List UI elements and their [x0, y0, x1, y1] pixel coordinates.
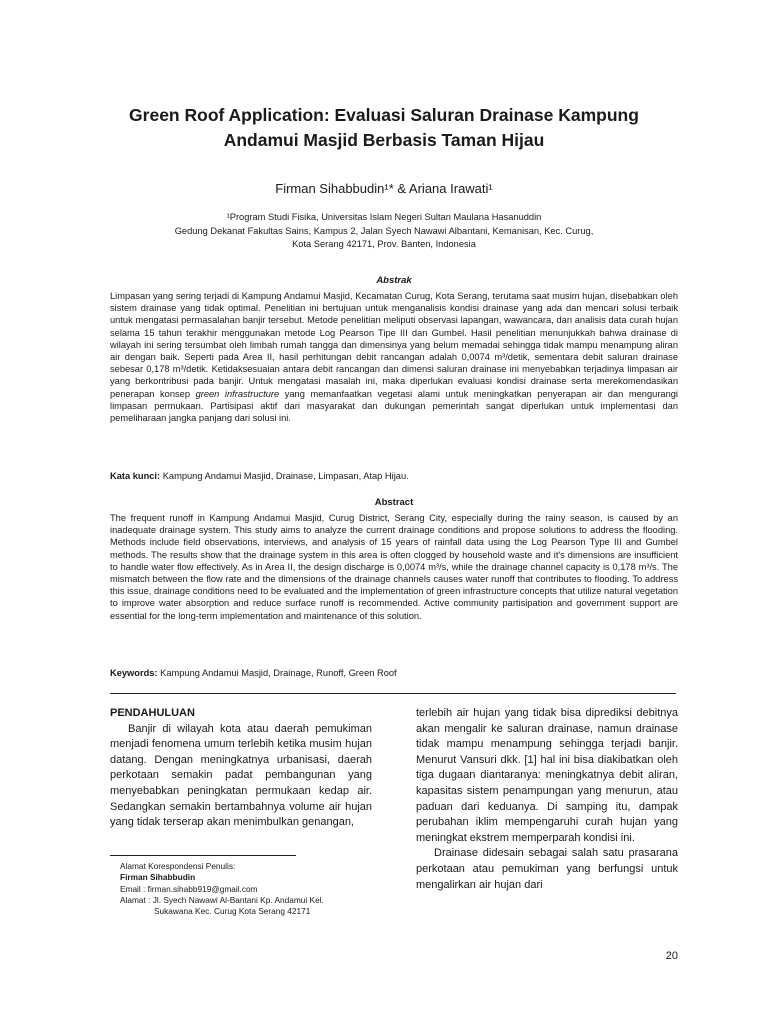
footnote-address-cont: Sukawana Kec. Curug Kota Serang 42171 [154, 906, 311, 917]
footnote-email: Email : firman.sihabb919@gmail.com [120, 883, 258, 894]
title-line-1: Green Roof Application: Evaluasi Saluran Drainase Kampung [129, 105, 639, 125]
abstrak-italic-term: green infrastructure [195, 388, 280, 399]
abstrak-text-part1: Limpasan yang sering terjadi di Kampung Andamui Masjid, Kecamatan Curug, Kota Serang, terutama saat musim hujan, disebabkan oleh sistem drainase yang tidak optimal. Penelitian ini bertujuan untuk menganalisis kondisi drainase yang ada dan mencari solusi terbaik untuk mengatasi permasalahan banjir tersebut. Metode penelitian meliputi observasi lapangan, wawancara, dan analisis data curah hujan selama 15 tahun terakhir menggunakan metode Log Pearson Tipe III dan Gumbel. Hasil penelitian menunjukkah bahwa drainase di wilayah ini sering tersumbat oleh limbah rumah tangga dan dimensinya yang belum memadai sehingga tidak mampu menampung aliran air dengan baik. Seperti pada Area II, hasil perhitungan debit rancangan adalah 0,0074 m³/detik, sementara debit saluran drainase sebesar 0,178 m³/detik. Ketidaksesuaian antara debit rancangan dan dimensi saluran drainase ini menyebabkan terjadinya limpasan air yang berkontribusi pada banjir. Untuk mengatasi masalah ini, maka diperlukan evaluasi kondisi drainase serta merekomendasikan penerapan konsep [110, 291, 678, 399]
right-paragraph-1: terlebih air hujan yang tidak bisa diprediksi debitnya akan mengalir ke saluran drainase, namun drainase tidak mampu menampung sehingga terjadi banjir. Menurut Vansuri dkk. [1] hal ini bisa diakibatkan oleh tiga dugaan diantaranya: meningkatnya debit aliran, kapasitas sistem penampungan yang menurun, atau paduan dari keduanya. Di samping itu, dampak perubahan iklim mempengaruhi curah hujan yang meningkat ekstrem memperparah kondisi ini. [416, 707, 678, 844]
footnote-line-1: Alamat Korespondensi Penulis: [120, 861, 236, 871]
abstrak-text [110, 290, 678, 424]
title-line-2: Andamui Masjid Berbasis Taman Hijau [223, 130, 545, 150]
abstract-heading: Abstract [374, 497, 414, 508]
keywords-text: Kampung Andamui Masjid, Drainage, Runoff, Green Roof [157, 668, 397, 678]
abstract-text: The frequent runoff in Kampung Andamui Masjid, Curug District, Serang City, especially during the rainy season, is caused by an inadequate drainage system. This study aims to analyze the current drainage conditions and propose solutions to address the flooding. Methods include field observations, interviews, and analysis of 15 years of rainfall data using the Log Pearson Type III and Gumbel methods. The results show that the drainage system in this area is often clogged by household waste and it's dimensions are insufficient to handle water flow effectively. As in Area II, the design discharge is 0,0074 m³/s, while the drainage channel capacity is 0,178 m³/s. The mismatch between the flow rate and the dimensions of the drainage channels causes water runoff that contributes to flooding. To address this issue, drainage conditions need to be evaluated and the implementation of green infrastructure concepts that utilize natural vegetation to improve water absorption and reduce surface runoff is recommended. Active community partisipation and government support are essential for the long-term implementation and maintenance of this solution. [110, 513, 678, 621]
abstrak-text-part2: yang memanfaatkan vegetasi alami untuk meningkatkan penyerapan air dan mengurangi limpasan permukaan. Partisipasi aktif dari masyarakat dan dukungan pemerintah sangat diperlukan untuk implementasi dan pemeliharaan jangka panjang dari solusi ini. [110, 388, 678, 424]
correspondence-footnote [120, 861, 324, 917]
keywords [110, 668, 678, 678]
kata-kunci [110, 471, 678, 481]
section-title: PENDAHULUAN [110, 707, 195, 719]
keywords-label: Keywords: [110, 668, 158, 678]
kata-kunci-label: Kata kunci: [110, 471, 161, 481]
section-divider [110, 693, 676, 694]
footnote-divider [110, 855, 296, 856]
footnote-address: Alamat : Jl. Syech Nawawi Al-Bantani Kp. Andamui Kel. [120, 894, 324, 905]
right-paragraph-2: Drainase didesain sebagai salah satu prasarana perkotaan atau pemukiman yang berfungsi untuk mengalirkan air hujan dari [416, 847, 678, 891]
abstrak-heading: Abstrak [376, 275, 412, 286]
affiliation-line-1: ¹Program Studi Fisika, Universitas Islam Negeri Sultan Maulana Hasanuddin [226, 212, 542, 222]
body-column-right [416, 706, 678, 893]
affiliation-line-2: Gedung Dekanat Fakultas Sains, Kampus 2, Jalan Syech Nawawi Albantani, Kemanisan, Kec. Curug, [174, 225, 594, 236]
footnote-author-name: Firman Sihabbudin [120, 872, 196, 883]
paper-title [100, 103, 668, 153]
body-column-left [110, 706, 372, 831]
affiliation-line-3: Kota Serang 42171, Prov. Banten, Indonesia [292, 239, 476, 249]
affiliation [100, 211, 668, 252]
page-number: 20 [665, 950, 678, 962]
kata-kunci-text: Kampung Andamui Masjid, Drainase, Limpasan, Atap Hijau. [160, 471, 409, 481]
author-list: Firman Sihabbudin¹* & Ariana Irawati¹ [275, 181, 493, 196]
left-paragraph: Banjir di wilayah kota atau daerah pemukiman menjadi fenomena umum terlebih ketika musim hujan datang. Dengan meningkatnya urbanisasi, daerah perkotaan semakin padat pembangunan yang menyebabkan peningkatan permukaan kedap air. Sedangkan semakin bertambahnya volume air hujan yang tidak terserap akan menimbulkan genangan, [110, 722, 372, 829]
